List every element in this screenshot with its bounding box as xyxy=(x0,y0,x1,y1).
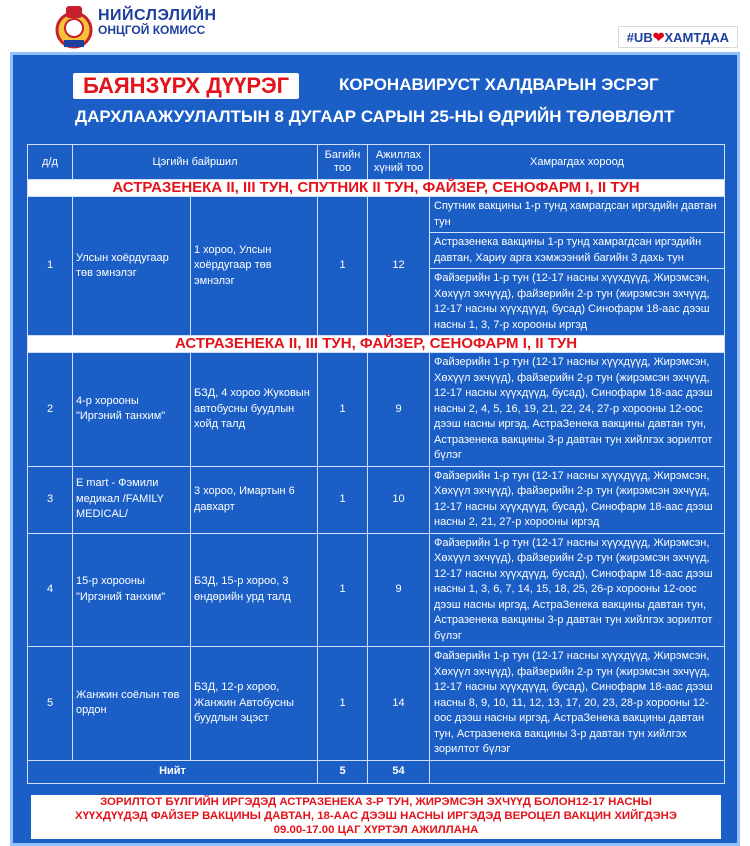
footer-line2: ХҮҮХДҮҮДЭД ФАЙЗЕР ВАКЦИНЫ ДАВТАН, 18-ААС ДЭЭШ НАСНЫ ИРГЭДЭД ВЕРОЦЕЛ ВАКЦИН ХИЙГДЭНЭ xyxy=(74,810,678,822)
row-location: Жанжин соёлын төв ордон xyxy=(73,647,191,761)
organization-line2: ОНЦГОЙ КОМИСС xyxy=(98,23,206,37)
row-teams: 1 xyxy=(318,466,368,533)
row-staff: 14 xyxy=(368,647,430,761)
row-staff: 9 xyxy=(368,533,430,647)
row-staff: 12 xyxy=(368,197,430,336)
title-block xyxy=(13,55,737,135)
row-number: 3 xyxy=(28,466,73,533)
row-coverage: Файзерийн 1-р тун (12-17 насны хүүхдүүд, Жирэмсэн, Хөхүүл эхчүүд), файзерийн 2-р тун (жирэмсэн эхчүүд, 12-17 насны хүүхдүүд, бусад), Синофарм 18-аас дээш насны 2, 21, 27-р хорооны иргэд xyxy=(430,466,725,533)
title-line1: КОРОНАВИРУСТ ХАЛДВАРЫН ЭСРЭГ xyxy=(339,75,659,94)
row-address: БЗД, 4 хороо Жуковын автобусны буудлын хойд талд xyxy=(191,353,318,467)
row-staff: 9 xyxy=(368,353,430,467)
footer-line3: 09.00-17.00 ЦАГ ХҮРТЭЛ АЖИЛЛАНА xyxy=(273,824,479,836)
row-coverage: Файзерийн 1-р тун (12-17 насны хүүхдүүд, Жирэмсэн, Хөхүүл эхчүүд), файзерийн 2-р тун (жирэмсэн эхчүүд, 12-17 насны хүүхдүүд, бусад), Синофарм 18-аас дээш насны 8, 9, 10, 11, 12, 13, 17, 20, 23, 28-р хорооны 12-оос дээш насны иргэд, АстраЗенека вакцины давтан тун, Астразенека вакцины 3-р давтан тун хийлгэх зорилтот бүлэг xyxy=(430,647,725,761)
row-number: 4 xyxy=(28,533,73,647)
total-label: Нийт xyxy=(28,760,318,783)
table-row xyxy=(28,647,725,761)
header-teams: Багийн тоо xyxy=(318,145,368,180)
header-staff: Ажиллах хүний тоо xyxy=(368,145,430,180)
table-row xyxy=(28,533,725,647)
schedule-poster xyxy=(10,52,740,846)
row-coverage: Спутник вакцины 1-р тунд хамрагдсан иргэдийн давтан тун xyxy=(430,197,725,233)
total-staff: 54 xyxy=(368,760,430,783)
row-teams: 1 xyxy=(318,197,368,336)
table-row xyxy=(28,353,725,467)
hashtag-prefix: #UB xyxy=(626,30,653,45)
row-location: Улсын хоёрдугаар төв эмнэлэг xyxy=(73,197,191,336)
row-coverage: Файзерийн 1-р тун (12-17 насны хүүхдүүд, Жирэмсэн, Хөхүүл эхчүүд), файзерийн 2-р тун (жирэмсэн эхчүүд, 12-17 насны хүүхдүүд, бусад), Синофарм 18-аас дээш насны 1, 3, 6, 7, 14, 15, 18, 25, 26-р хорооны 12-оос дээш насны иргэд, АстраЗенека вакцины давтан тун, Астразенека вакцины 3-р давтан тун хийлгэх зорилтот бүлэг xyxy=(430,533,725,647)
heart-icon: ❤ xyxy=(652,29,665,45)
header-number: д/д xyxy=(28,145,73,180)
table-row xyxy=(28,466,725,533)
row-number: 5 xyxy=(28,647,73,761)
header-location: Цэгийн байршил xyxy=(73,145,318,180)
campaign-hashtag xyxy=(618,26,738,48)
organization-name xyxy=(98,8,217,38)
total-coverage xyxy=(430,760,725,783)
row-location: 4-р хорооны "Иргэний танхим" xyxy=(73,353,191,467)
row-number: 2 xyxy=(28,353,73,467)
emblem-icon xyxy=(52,4,96,50)
row-location: E mart - Фэмили медикал /FAMILY MEDICAL/ xyxy=(73,466,191,533)
row-number: 1 xyxy=(28,197,73,336)
table-header-row xyxy=(28,145,725,180)
footer-notice xyxy=(31,795,721,839)
row-address: БЗД, 12-р хороо, Жанжин Автобусны буудлын эцэст xyxy=(191,647,318,761)
header-coverage: Хамрагдах хороод xyxy=(430,145,725,180)
section-title: АСТРАЗЕНЕКА II, III ТУН, ФАЙЗЕР, СЕНОФАРМ I, II ТУН xyxy=(28,336,725,353)
title-line2: ДАРХЛААЖУУЛАЛТЫН 8 ДУГААР САРЫН 25-НЫ ӨДРИЙН ТӨЛӨВЛӨЛТ xyxy=(75,107,675,126)
row-address: БЗД, 15-р хороо, 3 өндөрийн урд талд xyxy=(191,533,318,647)
total-row xyxy=(28,760,725,783)
row-coverage: Файзерийн 1-р тун (12-17 насны хүүхдүүд, Жирэмсэн, Хөхүүл эхчүүд), файзерийн 2-р тун (жирэмсэн эхчүүд, 12-17 насны хүүхдүүд, бусад), Синофарм 18-аас дээш насны 2, 4, 5, 16, 19, 21, 22, 24, 27-р хорооны 12-оос дээш насны иргэд, АстраЗенека вакцины давтан тун, Астразенека вакцины 3-р давтан тун хийлгэх зорилтот бүлэг xyxy=(430,353,725,467)
section-row xyxy=(28,180,725,197)
row-address: 1 хороо, Улсын хоёрдугаар төв эмнэлэг xyxy=(191,197,318,336)
page-header xyxy=(0,0,750,52)
row-teams: 1 xyxy=(318,533,368,647)
row-coverage: Астразенека вакцины 1-р тунд хамрагдсан иргэдийн давтан, Хариу арга хэмжээний багийн 3 дахь тун xyxy=(430,233,725,269)
row-address: 3 хороо, Имартын 6 давхарт xyxy=(191,466,318,533)
row-staff: 10 xyxy=(368,466,430,533)
district-title: БАЯНЗҮРХ ДҮҮРЭГ xyxy=(73,73,299,99)
hashtag-suffix: ХАМТДАА xyxy=(664,30,729,45)
row-location: 15-р хорооны "Иргэний танхим" xyxy=(73,533,191,647)
table-row xyxy=(28,197,725,233)
row-teams: 1 xyxy=(318,647,368,761)
footer-line1: ЗОРИЛТОТ БҮЛГИЙН ИРГЭДЭД АСТРАЗЕНЕКА 3-Р ТУН, ЖИРЭМСЭН ЭХЧҮҮД БОЛОН12-17 НАСНЫ xyxy=(100,796,652,808)
total-teams: 5 xyxy=(318,760,368,783)
vaccination-schedule-table xyxy=(27,144,725,784)
section-title: АСТРАЗЕНЕКА II, III ТУН, СПУТНИК II ТУН, ФАЙЗЕР, СЕНОФАРМ I, II ТУН xyxy=(28,180,725,197)
organization-line1: НИЙСЛЭЛИЙН xyxy=(98,7,217,24)
row-coverage: Файзерийн 1-р тун (12-17 насны хүүхдүүд, Жирэмсэн, Хөхүүл эхчүүд), файзерийн 2-р тун (жирэмсэн эхчүүд, 12-17 насны хүүхдүүд, бусад) Синофарм 18-аас дээш насны 1, 3, 7-р хорооны иргэд xyxy=(430,269,725,336)
row-teams: 1 xyxy=(318,353,368,467)
section-row xyxy=(28,336,725,353)
